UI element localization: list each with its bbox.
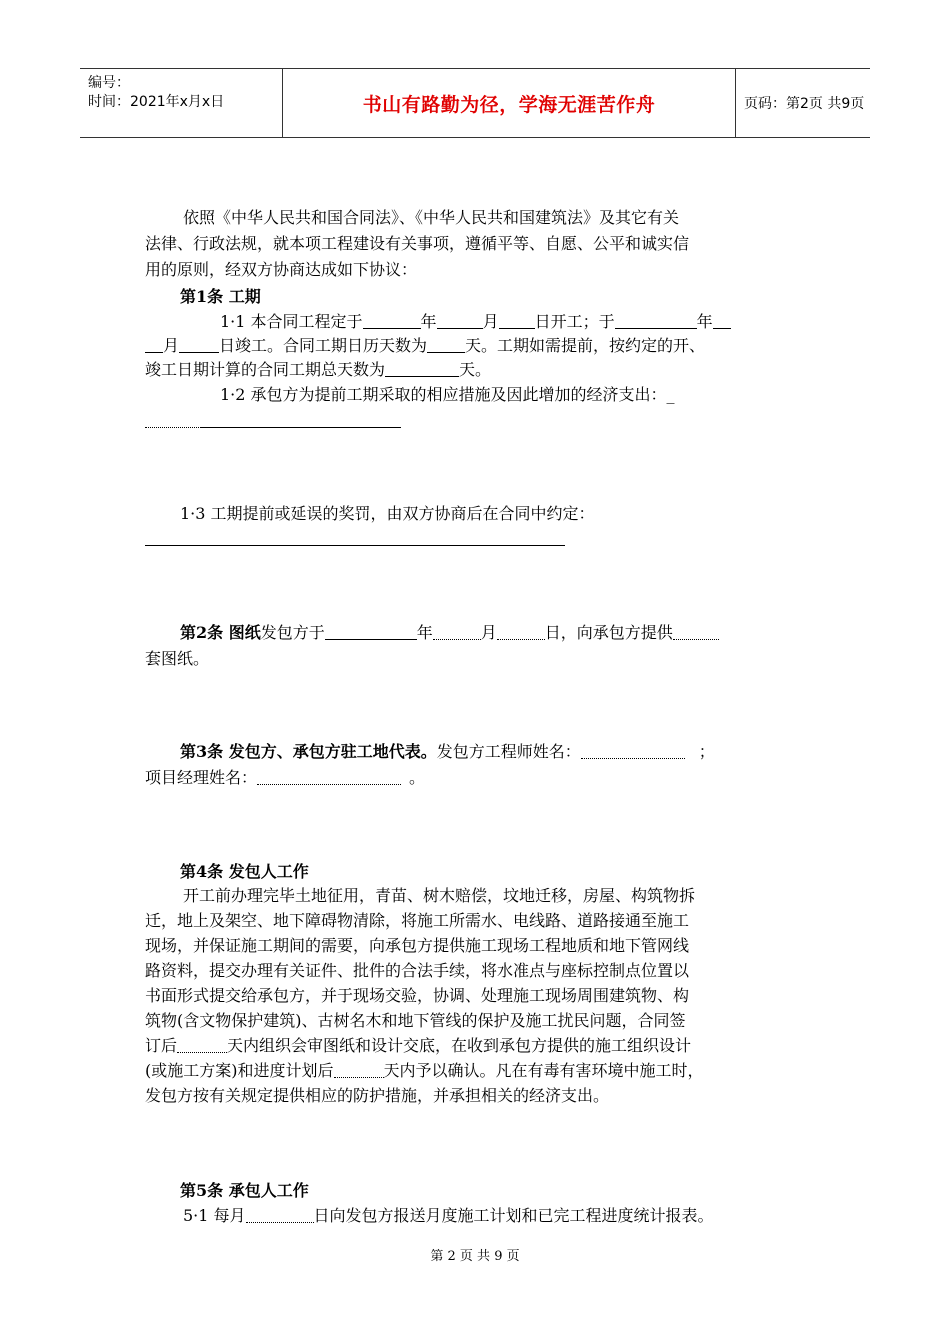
- fill-line: [145, 427, 201, 428]
- article-2-line-2: 套图纸。: [145, 649, 210, 668]
- header-motto-cell: [282, 69, 736, 137]
- article-4-line: 路资料，提交办理有关证件、批件的合法手续，将水准点与座标控制点位置以: [145, 961, 690, 980]
- page-footer: 第 2 页 共 9 页: [430, 1249, 520, 1264]
- article-1-3: 1·3 工期提前或延误的奖罚，由双方协商后在合同中约定：: [180, 504, 595, 523]
- article-4-line: 发包方按有关规定提供相应的防护措施，并承担相关的经济支出。: [145, 1086, 610, 1105]
- article-5-1: 5·1 每月 日向发包方报送月度施工计划和已完工程进度统计报表。: [183, 1206, 714, 1225]
- article-3-line-2: 项目经理姓名： 。: [145, 768, 426, 787]
- motto: 书山有路勤为径，学海无涯苦作舟: [362, 93, 656, 116]
- time-label: 时间：2021年x月x日: [88, 94, 225, 110]
- article-4-line: 订后 天内组织会审图纸和设计交底，在收到承包方提供的施工组织设计: [145, 1036, 692, 1055]
- page-label: 页码：第2页 共9页: [744, 96, 865, 112]
- intro-line-1: 依照《中华人民共和国合同法》、《中华人民共和国建筑法》及其它有关: [183, 208, 680, 227]
- article-4-title: 第4条 发包人工作: [180, 862, 309, 881]
- fill-line: [145, 545, 565, 546]
- article-4-line: 现场，并保证施工期间的需要，向承包方提供施工现场工程地质和地下管网线: [145, 936, 690, 955]
- article-1-1-line-2: 月 日竣工。合同工期日历天数为 天。工期如需提前，按约定的开、: [145, 335, 705, 357]
- article-4-line: (或施工方案)和进度计划后 天内予以确认。凡在有毒有害环境中施工时，: [145, 1061, 704, 1080]
- article-1-1-line-1: 1·1 本合同工程定于 年 月 日开工；于 年: [220, 311, 731, 333]
- article-2-line-1: 第2条 图纸发包方于 年 月 日，向承包方提供: [180, 622, 719, 644]
- intro-line-3: 用的原则，经双方协商达成如下协议：: [145, 260, 418, 279]
- article-4-line: 迁，地上及架空、地下障碍物清除，将施工所需水、电线路、道路接通至施工: [145, 911, 690, 930]
- intro-line-2: 法律、行政法规，就本项工程建设有关事项，遵循平等、自愿、公平和诚实信: [145, 234, 690, 253]
- number-label: 编号：: [88, 75, 130, 91]
- article-1-1-line-3: 竣工日期计算的合同工期总天数为 天。: [145, 360, 492, 379]
- article-4-line: 筑物(含文物保护建筑)、古树名木和地下管线的保护及施工扰民问题，合同签: [145, 1011, 686, 1030]
- article-5-title: 第5条 承包人工作: [180, 1181, 309, 1200]
- article-4-line: 书面形式提交给承包方，并于现场交验，协调、处理施工现场周围建筑物、构: [145, 986, 690, 1005]
- fill-line: [201, 427, 401, 428]
- article-4-line: 开工前办理完毕土地征用，青苗、树木赔偿，坟地迁移，房屋、构筑物拆: [183, 886, 696, 905]
- article-1-2: 1·2 承包方为提前工期采取的相应措施及因此增加的经济支出：_: [220, 385, 675, 404]
- article-1-title: 第1条 工期: [180, 287, 261, 306]
- article-3-line-1: 第3条 发包方、承包方驻工地代表。发包方工程师姓名： ；: [180, 742, 715, 761]
- page-header: [80, 68, 870, 138]
- header-info: [80, 69, 282, 137]
